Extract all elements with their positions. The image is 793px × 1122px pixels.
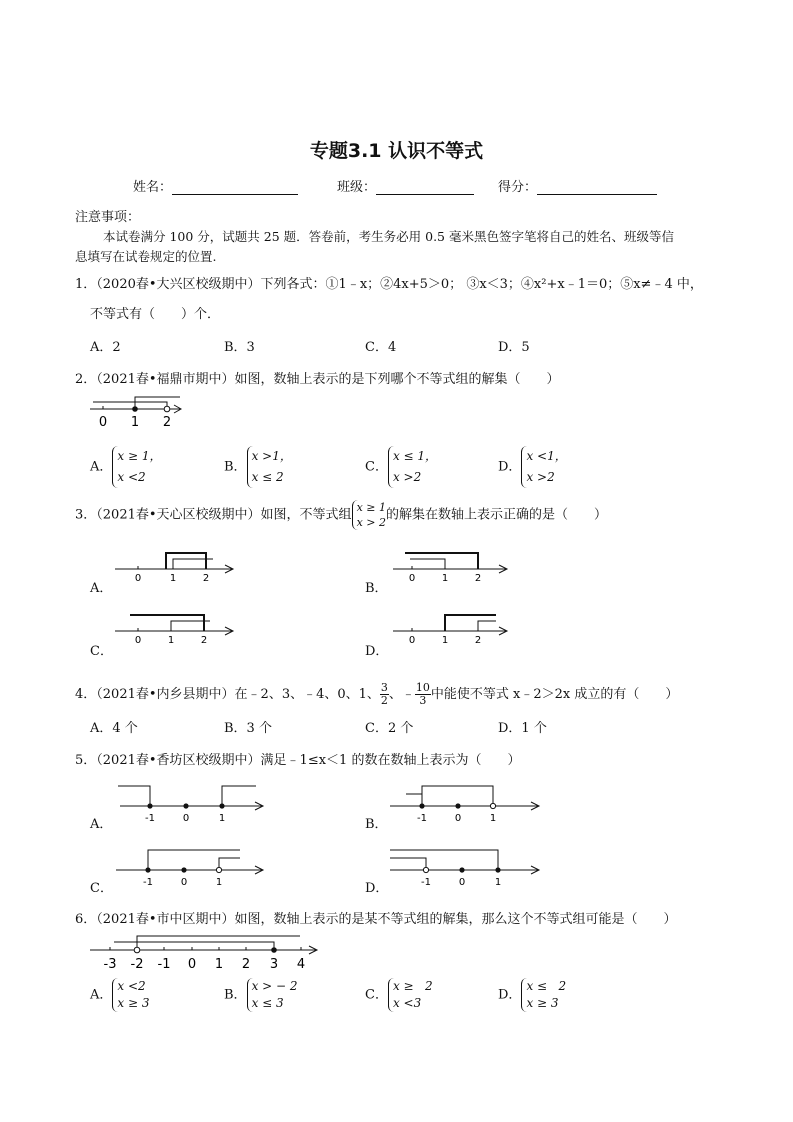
axis-label: 1 (218, 813, 226, 824)
inequality-system (247, 978, 298, 1012)
q4-choice-c[interactable]: C．2 个 (365, 721, 414, 736)
axis-label: 2 (474, 635, 482, 646)
system-line: x <3 (392, 996, 422, 1010)
question-number: 6． (75, 912, 97, 927)
axis-label: -1 (421, 877, 431, 888)
q3-a-number-line[interactable] (110, 548, 240, 584)
inequality-system (112, 978, 149, 1012)
axis-label: 0 (454, 813, 462, 824)
q6-choice-b[interactable] (224, 978, 298, 1012)
question-2 (75, 368, 560, 387)
q5-b-number-line[interactable] (386, 780, 546, 824)
q5-choice-b[interactable]: B． (365, 817, 388, 832)
system-line: x > − 2 (251, 979, 298, 993)
q2-choice-c[interactable] (365, 446, 437, 488)
question-source: （2021春•天心区校级期中） (96, 507, 261, 523)
q2-choice-a[interactable] (90, 446, 161, 488)
question-stem: 如图，数轴上表示的是下列哪个不等式组的解集（ ） (234, 372, 560, 387)
inequality-system (388, 446, 437, 488)
question-source: （2021春•香坊区校级期中） (96, 753, 261, 768)
choice-letter: A． (90, 987, 113, 1003)
question-5 (75, 749, 520, 768)
name-label: 姓名： (133, 180, 173, 195)
system-line: x ≥ 2 (392, 979, 433, 993)
notice-line-1: 本试卷满分 100 分，试题共 25 题．答卷前，考生务必用 0.5 毫米黑色签字笔将自己的姓名、班级等信 (103, 229, 674, 244)
axis-label: 1 (169, 573, 177, 584)
class-blank[interactable] (376, 180, 474, 195)
axis-label: 1 (130, 415, 140, 430)
question-source: （2021春•内乡县期中） (96, 687, 235, 702)
q3-choice-a[interactable]: A． (90, 581, 113, 596)
axis-label: 4 (296, 957, 306, 972)
question-source: （2021春•福鼎市期中） (96, 372, 235, 387)
inequality-system (247, 446, 292, 488)
system-line: x <2 (117, 979, 146, 993)
system-line: x ≥ 1， (117, 449, 162, 463)
q5-choice-a[interactable]: A． (90, 817, 113, 832)
choice-letter: C． (365, 987, 388, 1003)
system-line: x >1， (251, 449, 292, 463)
question-number: 4． (75, 687, 97, 702)
system-line: x >2 (392, 470, 422, 484)
axis-label: 0 (408, 635, 416, 646)
q5-choice-d[interactable]: D． (365, 881, 389, 896)
question-stem: 中能使不等式 x﹣2＞2x 成立的有（ ） (430, 687, 679, 702)
choice-letter: C． (365, 459, 388, 475)
axis-label: 0 (187, 957, 197, 972)
class-field[interactable] (337, 176, 474, 195)
q1-choice-d[interactable]: D．5 (498, 340, 530, 355)
question-number: 1． (75, 277, 97, 292)
choice-letter: D． (498, 459, 522, 475)
q4-choice-d[interactable]: D．1 个 (498, 721, 547, 736)
choice-letter: B． (224, 459, 247, 475)
question-4 (75, 682, 678, 707)
question-number: 3． (75, 507, 97, 523)
q5-c-number-line[interactable] (112, 844, 272, 888)
q3-choice-b[interactable]: B． (365, 581, 388, 596)
class-label: 班级： (337, 180, 377, 195)
choice-letter: A． (90, 459, 113, 475)
axis-label: -1 (143, 877, 153, 888)
question-stem: 满足﹣1≤x＜1 的数在数轴上表示为（ ） (260, 753, 521, 768)
axis-label: 1 (167, 635, 175, 646)
q3-choice-d[interactable]: D． (365, 644, 389, 659)
question-source: （2021春•市中区期中） (96, 912, 235, 927)
fraction (415, 682, 431, 707)
score-label: 得分： (498, 180, 538, 195)
question-stem: 的解集在数轴上表示正确的是（ ） (385, 507, 607, 523)
axis-label: 2 (162, 415, 172, 430)
axis-label: 1 (494, 877, 502, 888)
axis-label: 2 (241, 957, 251, 972)
axis-label: 2 (474, 573, 482, 584)
choice-letter: D． (498, 987, 522, 1003)
question-source: （2020春•大兴区校级期中） (96, 277, 261, 292)
q4-choice-b[interactable]: B．3 个 (224, 721, 272, 736)
q3-b-number-line[interactable] (388, 548, 518, 584)
q2-number-line (88, 392, 188, 430)
axis-label: 0 (458, 877, 466, 888)
score-blank[interactable] (537, 180, 657, 195)
inequality-system (388, 978, 433, 1012)
system-line: x ≥ 3 (526, 996, 559, 1010)
inequality-system (521, 978, 566, 1012)
axis-label: 1 (489, 813, 497, 824)
inequality-system (521, 446, 566, 488)
axis-label: 1 (215, 877, 223, 888)
q6-choice-d[interactable] (498, 978, 566, 1012)
q3-choice-c[interactable]: C． (90, 644, 113, 659)
system-line: x ≤ 2 (251, 470, 284, 484)
axis-label: 0 (134, 573, 142, 584)
question-number: 2． (75, 372, 97, 387)
axis-label: -2 (130, 957, 144, 972)
q4-choice-a[interactable]: A．4 个 (90, 721, 138, 736)
axis-label: 0 (98, 415, 108, 430)
score-field[interactable] (498, 176, 657, 195)
name-field[interactable] (133, 176, 298, 195)
fraction (380, 682, 389, 707)
name-blank[interactable] (172, 180, 298, 195)
axis-label: 1 (441, 573, 449, 584)
axis-label: 3 (269, 957, 279, 972)
q3-d-number-line[interactable] (388, 610, 518, 646)
axis-label: 0 (134, 635, 142, 646)
system-line: x >2 (526, 470, 555, 484)
system-line: x <2 (117, 470, 146, 484)
q2-choice-b[interactable] (224, 446, 292, 488)
q6-choice-a[interactable] (90, 978, 149, 1012)
question-stem: 在﹣2、3、﹣4、0、1、 (234, 687, 380, 702)
q5-d-number-line[interactable] (386, 844, 546, 888)
axis-label: -1 (417, 813, 427, 824)
q3-c-number-line[interactable] (110, 610, 240, 646)
q5-a-number-line[interactable] (112, 780, 272, 824)
axis-label: 1 (441, 635, 449, 646)
inequality-system (352, 500, 386, 530)
axis-label: 2 (200, 635, 208, 646)
choice-letter: B． (224, 987, 247, 1003)
fraction-numerator: 10 (415, 681, 430, 694)
separator: 、﹣ (388, 687, 415, 702)
q6-number-line (88, 930, 324, 972)
system-line: x <1， (526, 449, 567, 463)
q1-choice-b[interactable]: B．3 (224, 340, 255, 355)
system-line: x ≤ 1， (392, 449, 438, 463)
fraction-denominator: 3 (419, 694, 427, 707)
fraction-denominator: 2 (380, 694, 388, 707)
axis-label: -1 (157, 957, 171, 972)
q2-choice-d[interactable] (498, 446, 567, 488)
question-1-stem-b: 不等式有（ ）个． (90, 307, 221, 322)
system-line: x ≥ 3 (117, 996, 150, 1010)
question-stem: 如图，数轴上表示的是某不等式组的解集，那么这个不等式组可能是（ ） (234, 912, 677, 927)
q1-choice-a[interactable]: A．2 (90, 340, 121, 355)
axis-label: 2 (202, 573, 210, 584)
inequality-system (112, 446, 161, 488)
question-3 (75, 500, 607, 530)
notice-line-2: 息填写在试卷规定的位置. (75, 249, 217, 264)
q6-choice-c[interactable] (365, 978, 433, 1012)
question-stem: 下列各式：①1﹣x；②4x+5＞0； ③x＜3；④x²+x﹣1＝0；⑤x≠﹣4 中， (260, 277, 703, 292)
system-line: x ≥ 1 (356, 501, 386, 514)
q1-choice-c[interactable]: C．4 (365, 340, 397, 355)
axis-label: 1 (214, 957, 224, 972)
fraction-numerator: 3 (380, 681, 388, 694)
system-line: x > 2 (356, 516, 386, 529)
axis-label: -3 (103, 957, 117, 972)
question-stem: 如图，不等式组 (260, 507, 352, 523)
page-title: 专题3.1 认识不等式 (309, 140, 484, 162)
system-line: x ≤ 2 (526, 979, 567, 993)
notice-heading: 注意事项： (75, 210, 141, 225)
question-1 (75, 273, 703, 292)
axis-label: -1 (145, 813, 155, 824)
axis-label: 0 (182, 813, 190, 824)
axis-label: 0 (408, 573, 416, 584)
q5-choice-c[interactable]: C． (90, 881, 113, 896)
axis-label: 0 (180, 877, 188, 888)
system-line: x ≤ 3 (251, 996, 284, 1010)
question-6 (75, 908, 677, 927)
question-number: 5． (75, 753, 97, 768)
